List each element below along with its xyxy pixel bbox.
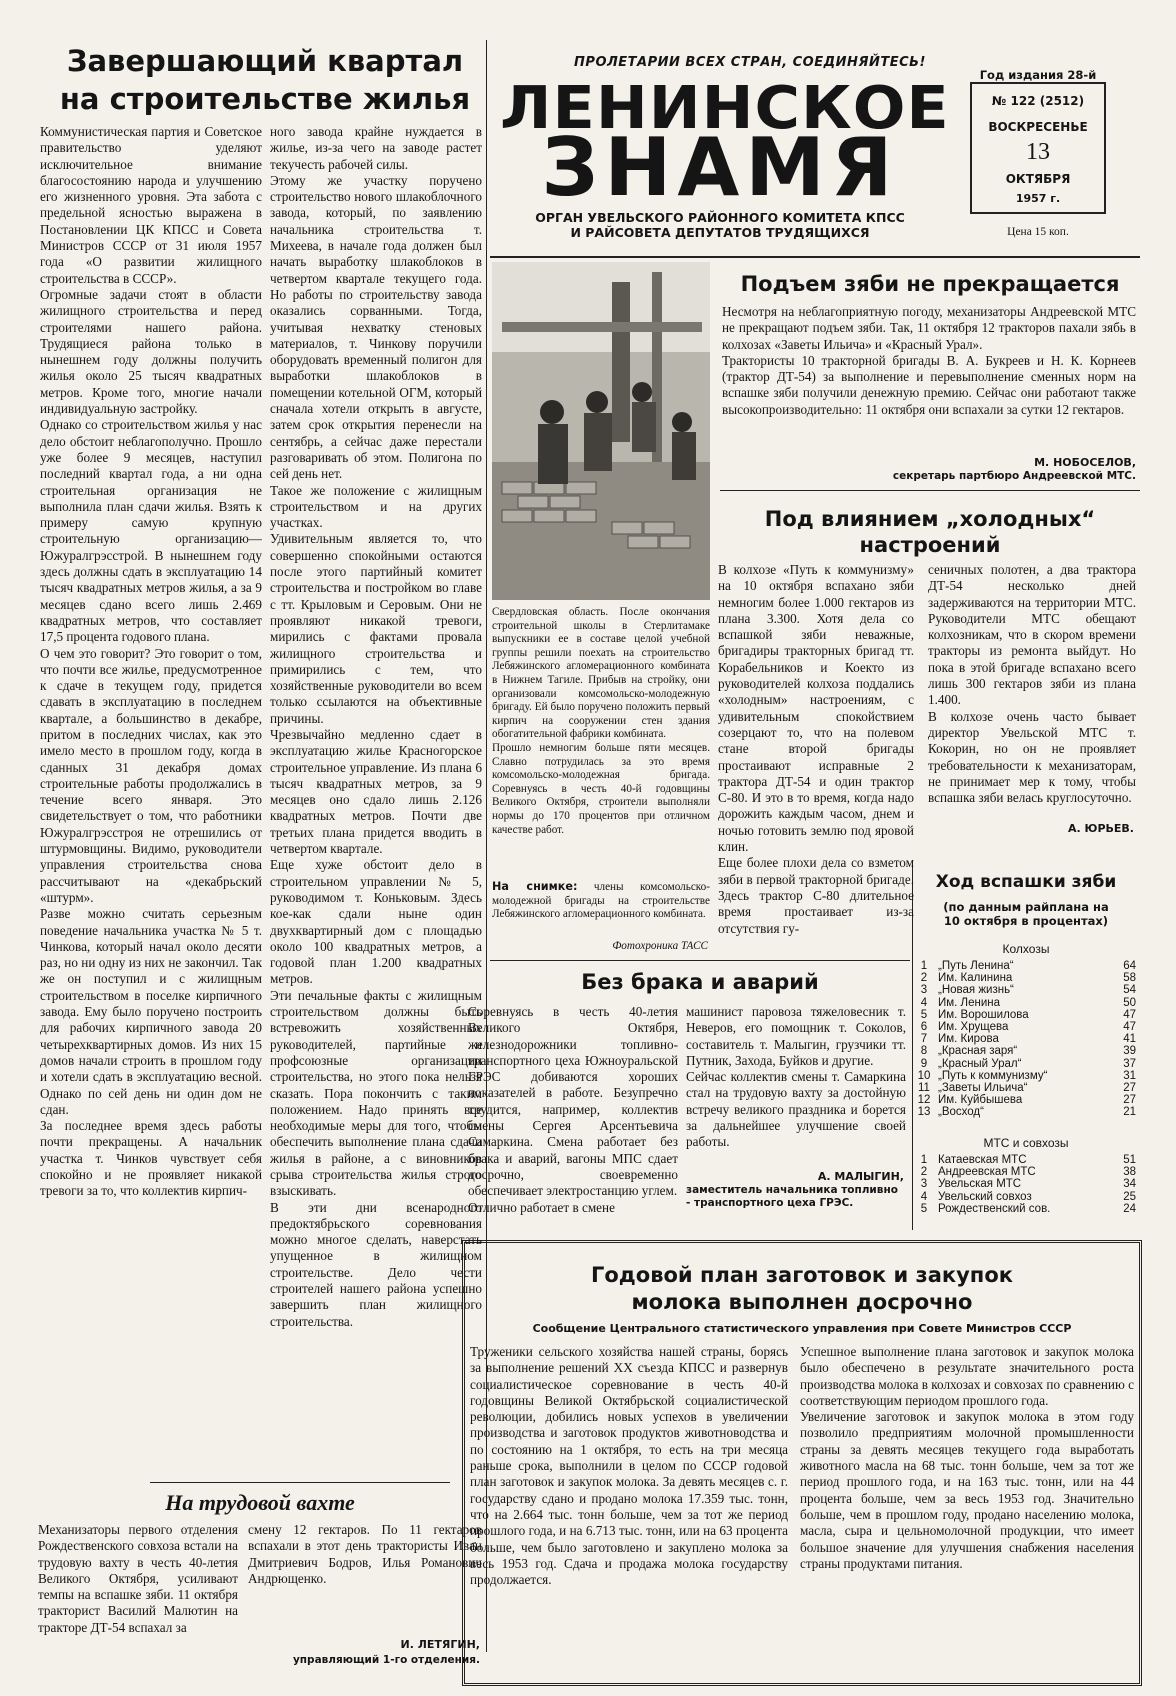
table-cell-n: 4: [920, 1190, 928, 1203]
table-cell-v: 34: [1123, 1178, 1136, 1191]
cold-headline: Под влиянием „холодных“ настроений: [764, 507, 1096, 557]
table-row: [912, 1191, 1138, 1203]
month: ОКТЯБРЯ: [1005, 172, 1071, 186]
table-cell-v: 50: [1123, 996, 1136, 1009]
table-cell-n: 6: [920, 1021, 928, 1034]
table-cell-v: 24: [1123, 1202, 1136, 1215]
table-cell-name: Им. Ленина: [938, 996, 1001, 1009]
table-cell-n: 9: [920, 1057, 928, 1070]
photo-on-photo-label: На снимке:: [492, 880, 578, 893]
price: Цена 15 коп.: [1007, 226, 1069, 238]
table-cell-n: 1: [920, 1154, 928, 1166]
table-row: [912, 1203, 1138, 1215]
table-cell-n: 3: [920, 984, 928, 997]
table-cell-n: 1: [920, 960, 928, 972]
table-row: [912, 984, 1138, 996]
weekday: ВОСКРЕСЕНЬЕ: [988, 120, 1088, 134]
table-row: [912, 1009, 1138, 1021]
table-row: [912, 1154, 1138, 1166]
newspaper-title-line1: ЛЕНИНСКОЕ: [500, 72, 950, 143]
slogan: ПРОЛЕТАРИИ ВСЕХ СТРАН, СОЕДИНЯЙТЕСЬ!: [574, 55, 926, 70]
table-cell-n: 13: [917, 1106, 931, 1119]
table-cell-v: 47: [1123, 1021, 1136, 1034]
nodefect-role: заместитель начальника топливно - транспортного цеха ГРЭС.: [686, 1184, 898, 1209]
labor-watch-col2: смену 12 гектаров. По 11 гектаров вспахали в этот день трактористы Иван Дмитриевич Бодров, Илья Романович Андрющенко.: [248, 1522, 482, 1586]
nodefect-col2: машинист паровоза тяжеловесник т. Неверов, его помощник т. Соколов, составитель т. Малыгин, грузчики тт. Путник, Захода, Буйков и другие. Сейчас коллектив смены т. Самаркина стал на трудовую вахту за достойную встречу великого праздника и борется за дальнейшее улучшение своей работы.: [686, 1004, 906, 1150]
table-row: [912, 1166, 1138, 1178]
table-cell-n: 12: [917, 1094, 931, 1107]
table-cell-v: 31: [1123, 1069, 1136, 1082]
table-cell-n: 2: [920, 972, 928, 985]
table-cell-name: Им. Ворошилова: [938, 1008, 1029, 1021]
table-row: [912, 1021, 1138, 1033]
table-cell-name: Андреевская МТС: [938, 1166, 1036, 1179]
table-cell-n: 11: [918, 1082, 930, 1095]
table-cell-name: „Красный Урал“: [938, 1057, 1022, 1070]
table-cell-v: 51: [1123, 1154, 1136, 1166]
table-cell-name: „Восход“: [938, 1106, 984, 1119]
milk-headline: Годовой план заготовок и закупок молока выполнен досрочно: [591, 1263, 1013, 1314]
table-row: [912, 1178, 1138, 1190]
table-cell-name: Им. Кирова: [938, 1033, 999, 1046]
labor-rule: [150, 1482, 450, 1483]
masthead-rule: [490, 256, 1140, 258]
table-cell-v: 39: [1123, 1045, 1136, 1058]
table-cell-v: 37: [1123, 1057, 1136, 1070]
cold-col1: В колхозе «Путь к коммунизму» на 10 октября вспахано зяби немногим более 1.000 гектаров из плана 3.300. Хотя дела со вспашкой зяби неважные, бригадиры тракторных бригад тт. Корабельников и Коекто из руководителей колхоза поддались «холодным» настроениям, с удивительным спокойствием созерцают то, что на полевом стане второй бригады простаивают исправные 2 трактора ДТ-54 и один трактор С-80. И это в то время, когда надо дорожить каждым часом, днем и ночью готовить землю под яровой клин. Еще более плохи дела со взметом зяби в первой тракторной бригаде. Здесь трактор С-80 длительное время простаивает из-за отсутствия гу-: [718, 562, 914, 936]
milk-col1: Труженики сельского хозяйства нашей страны, борясь за выполнение решений XX съезда КПСС и развернув социалистическое соревнование в честь 40-й годовщины Великой Октябрьской социалистической революции, добились новых успехов в увеличении производства и заготовок продуктов животноводства и по состоянию на 1 октября, то есть на три месяца раньше срока, выполнили в целом по СССР годовой план заготовок и закупок молока. За девять месяцев с. г. государству сдано и продано молока 17.359 тыс. тонн, что на 2.664 тыс. тонн больше, чем за тот же период прошлого года, и на 6.713 тыс. тонн, или на 63 процента больше, чем было заготовлено и закуплено молока за весь 1953 год. Сдача и продажа молока государству продолжается.: [470, 1344, 788, 1588]
table-cell-name: Им. Калинина: [938, 972, 1013, 985]
photo-on-photo: [492, 880, 710, 922]
cold-col2: сеничных полотен, а два трактора ДТ-54 несколько дней задерживаются на территории МТС. Руководители МТС обещают колхозникам, что в скором времени тракторы из ремонта выйдут. Но пока в этой бригаде вспахано всего лишь 300 гектаров зяби из плана 1.400. В колхозе очень часто бывает директор Увельской МТС т. Кокорин, но он не проявляет требовательности к механизаторам, не принимает мер к тому, чтобы вспашка зяби велась круглосуточно.: [928, 562, 1136, 806]
milk-subhead: Сообщение Центрального статистического управления при Совете Министров СССР: [532, 1322, 1072, 1335]
table-cell-name: „Путь Ленина“: [938, 960, 1014, 972]
day-number: 13: [1026, 139, 1050, 165]
table-cell-n: 8: [920, 1045, 928, 1058]
newspaper-title-line2: ЗНАМЯ: [541, 121, 899, 214]
table-row: [912, 997, 1138, 1009]
nodefect-signature: А. МАЛЫГИН,: [817, 1170, 904, 1183]
table-cell-v: 58: [1123, 972, 1136, 985]
table-cell-v: 21: [1123, 1106, 1136, 1119]
table-cell-v: 25: [1123, 1190, 1136, 1203]
table-cell-name: „Путь к коммунизму“: [938, 1069, 1048, 1082]
table-cell-n: 7: [920, 1033, 928, 1046]
table-cell-v: 27: [1123, 1094, 1136, 1107]
photo-credit: Фотохроника ТАСС: [612, 940, 708, 952]
article-housing-headline: Завершающий квартал на строительстве жилья: [59, 44, 471, 116]
photo-on-photo-text: члены комсомольско-молодежной бригады на строительстве Лебяжинского агломерационного комбината.: [492, 881, 710, 921]
table-cell-v: 27: [1123, 1082, 1136, 1095]
plowing-mts-label: МТС и совхозы: [983, 1136, 1069, 1150]
plowing-headline: Ход вспашки зяби: [935, 872, 1117, 892]
zyab-body: Несмотря на неблагоприятную погоду, механизаторы Андреевской МТС не прекращают подъем зяби. Так, 11 октября 12 тракторов пахали зябь в колхозах «Заветы Ильича» и «Красный Урал». Трактористы 10 тракторной бригады В. А. Букреев и Н. К. Корнеев (трактор ДТ-54) за выполнение и перевыполнение сменных норм на вспашке зяби получили денежную премию. Сейчас они работают также высокопроизводительно: 11 октября они вспахали за сутки 12 гектаров.: [722, 304, 1136, 417]
table-cell-v: 54: [1123, 984, 1136, 997]
newspaper-subtitle: ОРГАН УВЕЛЬСКОГО РАЙОННОГО КОМИТЕТА КПСС И РАЙСОВЕТА ДЕПУТАТОВ ТРУДЯЩИХСЯ: [535, 210, 905, 240]
table-cell-name: Увельский совхоз: [938, 1190, 1032, 1203]
zyab-signature: М. НОБОСЕЛОВ,: [1034, 456, 1136, 469]
table-cell-n: 5: [920, 1202, 928, 1215]
table-cell-n: 10: [917, 1069, 931, 1082]
table-cell-name: „Красная заря“: [938, 1045, 1018, 1058]
labor-watch-role: управляющий 1-го отделения.: [292, 1654, 480, 1666]
table-cell-v: 47: [1123, 1008, 1136, 1021]
table-row: [912, 1058, 1138, 1070]
issue-number: № 122 (2512): [991, 94, 1085, 108]
table-cell-v: 64: [1123, 960, 1136, 972]
nodefect-headline: Без брака и аварий: [581, 970, 819, 994]
table-cell-name: „Заветы Ильича“: [938, 1082, 1028, 1095]
table-row: [912, 1082, 1138, 1094]
labor-watch-headline: На трудовой вахте: [165, 1490, 355, 1515]
table-row: [912, 972, 1138, 984]
table-row: [912, 1033, 1138, 1045]
photo-section-rule: [490, 960, 910, 961]
table-cell-name: Увельская МТС: [938, 1178, 1022, 1191]
cold-signature: А. ЮРЬЕВ.: [1068, 822, 1134, 835]
article-housing-col2: ного завода крайне нуждается в жилье, из-за чего на заводе растет текучесть рабочей силы. Этому же участку поручено строительство нового шлакоблочного завода, который, по заявлению начальника строительства т. Михеева, в начале года должен был начать выработку шлакоблоков в четвертом квартале текущего года. Но работы по строительству завода оказались сорванными. Тогда, учитывая нехватку стеновых материалов, т. Чинкову поручили оборудовать временный полигон для выработки шлакоблоков в помещении котельной ОГМ, который сначала хотели открыть в августе, затем срок открытия перенесли на сентябрь, а сейчас даже перестали разговаривать об этом. Полигона по сей день нет. Такое же положение с жилищным строительством и на других участках. Удивительным является то, что совершенно спокойными остаются после этого партийный комитет строительства и постройком во главе с тт. Крыловым и Серовым. Они не проявляют никакой тревоги, мирились с фактами провала жилищного строительства и примирились с тем, что хозяйственные руководители во всем только ссылаются на объективные причины. Чрезвычайно медленно сдает в эксплуатацию жилье Красногорское строительное управление. Из плана 6 тысяч квадратных метров, за 9 месяцев оно сдало лишь 2.126 квадратных метров. Почти две третьих плана придется вводить в четвертом квартале. Еще хуже обстоит дело в строительном управлении № 5, руководимом т. Коньковым. Здесь кое-как сдали ныне один двухквартирный дом с площадью около 100 квадратных метров, а годовой план 1.200 квадратных метров. Эти печальные факты с жилищным строительством должны быть встревожить хозяйственных руководителей, партийные и профсоюзные организации строительства, но этого пока нельзя сказать. Пора покончить с таким положением. Надо принять все необходимые меры для того, чтобы обеспечить выполнение плана сдачи жилья в районе, а с виновников срыва строительства жилья строго взыскивать. В эти дни всенародного предоктябрьского соревнования можно многое сделать, наверстать упущенное в жилищном строительстве. Дело чести строителей нашего района успешно завершить план жилищного строительства.: [270, 124, 482, 1329]
plowing-kolkhozy-label: Колхозы: [1002, 942, 1050, 956]
plowing-kolkhozy-table: [912, 960, 1138, 1119]
table-row: [912, 1094, 1138, 1106]
plowing-subhead: (по данным райплана на 10 октября в процентах): [943, 900, 1109, 928]
table-row: [912, 1045, 1138, 1057]
table-cell-v: 38: [1123, 1166, 1136, 1179]
article-housing-col1: Коммунистическая партия и Советское правительство уделяют исключительное внимание благосостоянию народа и улучшению его жизненного уровня. Эта забота с предельной ясностью выражена в Постановлении ЦК КПСС и Совета Министров СССР от 31 июля 1957 года «О развитии жилищного строительства в СССР». Огромные задачи стоят в области жилищного строительства и перед строителями нашего района. Трудящиеся района только в нынешнем году должны получить жилья около 25 тысяч квадратных метров. Кроме того, многие начали индивидуальную застройку. Однако со строительством жилья у нас дело обстоит неблагополучно. Прошло уже более 9 месяцев, наступил последний квартал года, а ни одна строительная организация не выполнила план сдачи жилья. Взять к примеру самую крупную строительную организацию—Южуралгрэсстрой. В нынешнем году здесь должны сдать в эксплуатацию 14 тысяч квадратных метров жилья, а за 9 месяцев сдано всего лишь 2.469 квадратных метров, что составляет 17,5 процента годового плана. О чем это говорит? Это говорит о том, что почти все жилье, предусмотренное к сдаче в текущем году, придется сдавать в эксплуатацию в последнем квартале, а большинство в декабре, притом в последних числах, как это имело место в прошлом году, когда в сданных 31 декабря домах строительные работы продолжались в течение всего января. Это свидетельствует о том, что работники Южуралгрэсстроя не отрешились от штурмовщины. Видимо, руководители управления строительства снова рассчитывают на «декабрьский «штурм». Разве можно считать серьезным поведение начальника участка № 5 т. Чинкова, который начал около десяти раз, но ни одну из них не закончил. Так же он поступил и с жилищным строительством в поселке кирпичного завода. Ему было поручено построить для рабочих кирпичного завода 20 четырехквартирных домов. Из них 15 домов начали строить в прошлом году и хотели сдать в эксплуатацию весной. Однако по сей день ни один дом не сдан. За последнее время здесь работы почти прекращены. А начальник участка т. Чинков чувствует себя спокойно и не проявляет никакой тревоги за то, что коллектив кирпич-: [40, 124, 262, 1199]
table-cell-name: „Новая жизнь“: [938, 984, 1014, 997]
zyab-role: секретарь партбюро Андреевской МТС.: [892, 470, 1136, 482]
table-row: [912, 1106, 1138, 1118]
table-row: [912, 1070, 1138, 1082]
photo-caption: Свердловская область. После окончания строительной школы в Стерлитамаке выпускники ее в составе целой учебной группы решили поехать на строительство Лебяжинского агломерационного комбината в Нижнем Тагиле. Прибыв на стройку, они организовали комсомольско-молодежную бригаду. Ей было поручено положить первый кирпич на сооружении стен здания обогатительной фабрики комбината. Прошло немногим больше пяти месяцев. Славно потрудилась за это время комсомольско-молодежная бригада. Соревнуясь в честь 40-й годовщины Великого Октября, строители выполняли нормы до 170 процентов при отличном качестве работ.: [492, 606, 710, 836]
table-row: [912, 960, 1138, 972]
table-cell-v: 41: [1123, 1033, 1136, 1046]
publication-year: 1957 г.: [1015, 192, 1061, 205]
milk-col2: Успешное выполнение плана заготовок и закупок молока было обеспечено в результате значительного роста производства молока в колхозах и совхозах по сравнению с соответствующим периодом прошлого года. Увеличение заготовок и закупок молока в этом году позволило предприятиям молочной промышленности страны за девять месяцев текущего года выработать животного масла на 68 тыс. тонн больше, чем за тот же период прошлого года, и на 163 тыс. тонн, или на 44 процента больше, чем за весь 1953 год. Значительно больше, чем в прошлом году, продано населению молока, масла, сыра и цельномолочной продукции, что имеет большое значение для улучшения снабжения населения страны продуктами питания.: [800, 1344, 1134, 1571]
table-cell-name: Рождественский сов.: [938, 1202, 1051, 1215]
table-cell-n: 4: [920, 996, 928, 1009]
table-cell-n: 5: [920, 1008, 928, 1021]
construction-photo: [492, 262, 710, 600]
table-cell-n: 2: [920, 1166, 928, 1179]
workers-image: [492, 262, 710, 600]
table-cell-n: 3: [920, 1178, 928, 1191]
table-cell-name: Им. Хрущева: [938, 1021, 1009, 1034]
zyab-rule: [720, 490, 1140, 491]
plowing-mts-table: [912, 1154, 1138, 1215]
labor-watch-col1: Механизаторы первого отделения Рождественского совхоза встали на трудовую вахту в честь 40-летия Великого Октября, усиливают темпы на вспашке зяби. 11 октября тракторист Василий Малютин на тракторе ДТ-54 вспахал за: [38, 1522, 238, 1635]
zyab-headline: Подъем зяби не прекращается: [740, 272, 1120, 296]
nodefect-col1: Соревнуясь в честь 40-летия Великого Октября, железнодорожники топливно-транспортного цеха Южноуральской ГРЭС добиваются хороших показателей в работе. Безупречно трудится, например, коллектив смены Сергея Арсентьевича Самаркина. Смена работает без брака и аварий, вагоны МПС сдает досрочно, своевременно обеспечивает электростанцию углем. Отлично работает в смене: [468, 1004, 678, 1215]
labor-watch-signature: И. ЛЕТЯГИН,: [400, 1638, 480, 1651]
edition-year: Год издания 28-й: [979, 68, 1097, 82]
table-cell-name: Катаевская МТС: [938, 1154, 1027, 1166]
table-cell-name: Им. Куйбышева: [938, 1094, 1023, 1107]
